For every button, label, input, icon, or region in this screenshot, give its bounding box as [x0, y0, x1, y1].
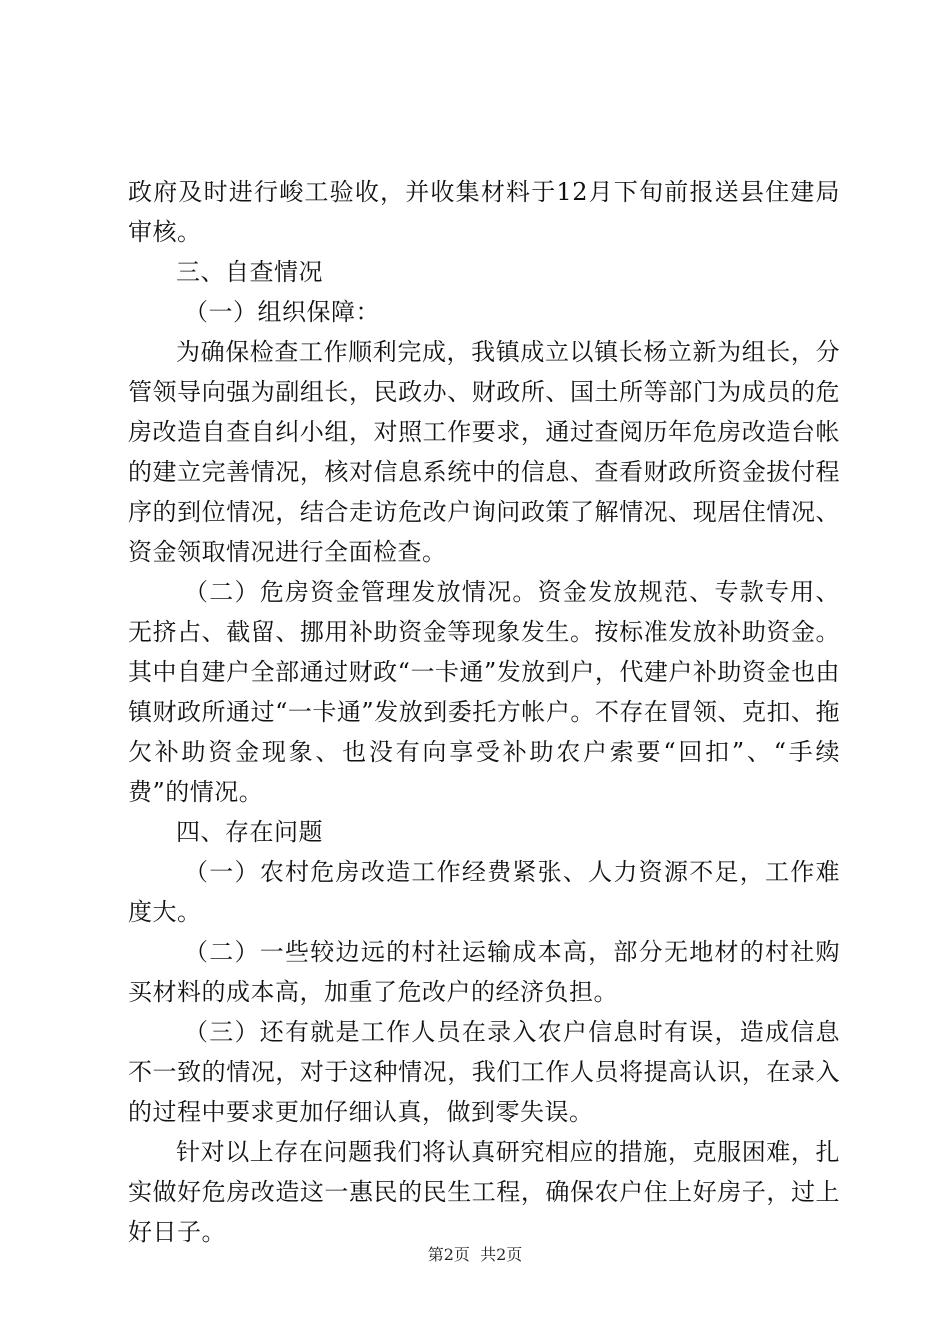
- document-body: [128, 172, 840, 1252]
- page-footer: [0, 1243, 950, 1267]
- paragraph: 为确保检查工作顺利完成，我镇成立以镇长杨立新为组长，分管领导向强为副组长，民政办、财政所、国土所等部门为成员的危房改造自查自纠小组，对照工作要求，通过查阅历年危房改造台帐的建立完善情况，核对信息系统中的信息、查看财政所资金拔付程序的到位情况，结合走访危改户询问政策了解情况、现居住情况、资金领取情况进行全面检查。: [128, 338, 840, 566]
- page-number: 第2页 共2页: [427, 1245, 523, 1264]
- paragraph: （三）还有就是工作人员在录入农户信息时有误，造成信息不一致的情况，对于这种情况，我们工作人员将提高认识，在录入的过程中要求更加仔细认真，做到零失误。: [128, 1018, 840, 1126]
- paragraph: （二）危房资金管理发放情况。资金发放规范、专款专用、无挤占、截留、挪用补助资金等现象发生。按标准发放补助资金。其中自建户全部通过财政“一卡通”发放到户，代建户补助资金也由镇财政所通过“一卡通”发放到委托方帐户。不存在冒领、克扣、拖欠补助资金现象、也没有向享受补助农户索要“回扣”、“手续费”的情况。: [128, 578, 840, 806]
- paragraph: （二）一些较边远的村社运输成本高，部分无地材的村社购买材料的成本高，加重了危改户的经济负担。: [128, 938, 840, 1006]
- paragraph: 政府及时进行峻工验收，并收集材料于12月下旬前报送县住建局审核。: [128, 178, 840, 246]
- section-heading: 三、自查情况: [176, 258, 323, 286]
- paragraph: （一）农村危房改造工作经费紧张、人力资源不足，工作难度大。: [128, 858, 840, 926]
- paragraph: 针对以上存在问题我们将认真研究相应的措施，克服困难，扎实做好危房改造这一惠民的民生工程，确保农户住上好房子，过上好日子。: [128, 1138, 840, 1246]
- subsection-heading: （一）组织保障：: [184, 298, 380, 326]
- section-heading: 四、存在问题: [176, 818, 323, 846]
